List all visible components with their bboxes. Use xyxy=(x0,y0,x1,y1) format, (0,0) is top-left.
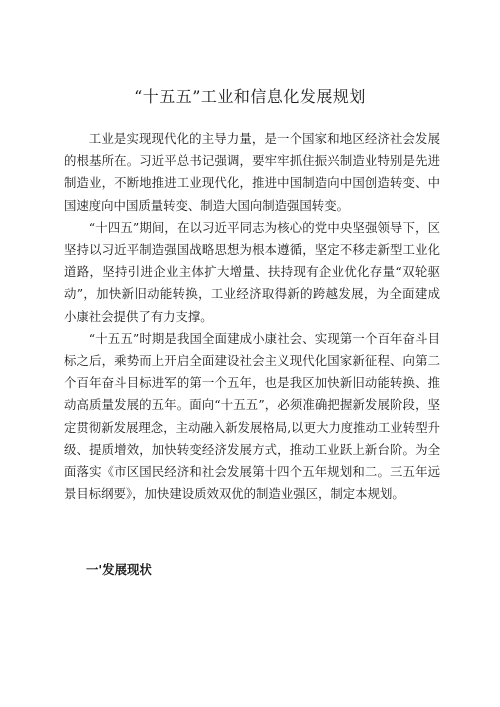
paragraph-15th-plan: “十五五”时期是我国全面建成小康社会、实现第一个百年奋斗目标之后，乘势而上开启全面建设社会主义现代化国家新征程、向第二个百年奋斗目标进军的第一个五年，也是我区加快新旧动能转换、推动高质量发展的五年。面向“十五五”，必须准确把握新发展阶段，坚定贯彻新发展理念，主动融入新发展格局,以更大力度推动工业转型升级、提质增效，加快转变经济发展方式，推动工业跃上新台阶。为全面落实《市区国民经济和社会发展第十四个五年规划和二。三五年远景目标纲要》，加快建设质效双优的制造业强区，制定本规划。 xyxy=(64,330,440,502)
document-body xyxy=(64,128,440,505)
paragraph-14th-plan: “十四五”期间，在以习近平同志为核心的党中央坚强领导下，区坚持以习近平制造强国战略思想为根本遵循，坚定不移走新型工业化道路，坚持引进企业主体扩大增量、扶持现有企业优化存量“双轮驱动”，加快新旧动能转换，工业经济取得新的跨越发展，为全面建成小康社会提供了有力支撑。 xyxy=(64,219,440,324)
document-title: “十五五”工业和信息化发展规划 xyxy=(134,87,366,106)
paragraph-intro: 工业是实现现代化的主导力量，是一个国家和地区经济社会发展的根基所在。习近平总书记强调，要牢牢抓住振兴制造业特别是先进制造业，不断地推进工业现代化，推进中国制造向中国创造转变、中国速度向中国质量转变、制造大国向制造强国转变。 xyxy=(64,131,440,213)
section-heading: 一'发展现状 xyxy=(86,562,152,577)
